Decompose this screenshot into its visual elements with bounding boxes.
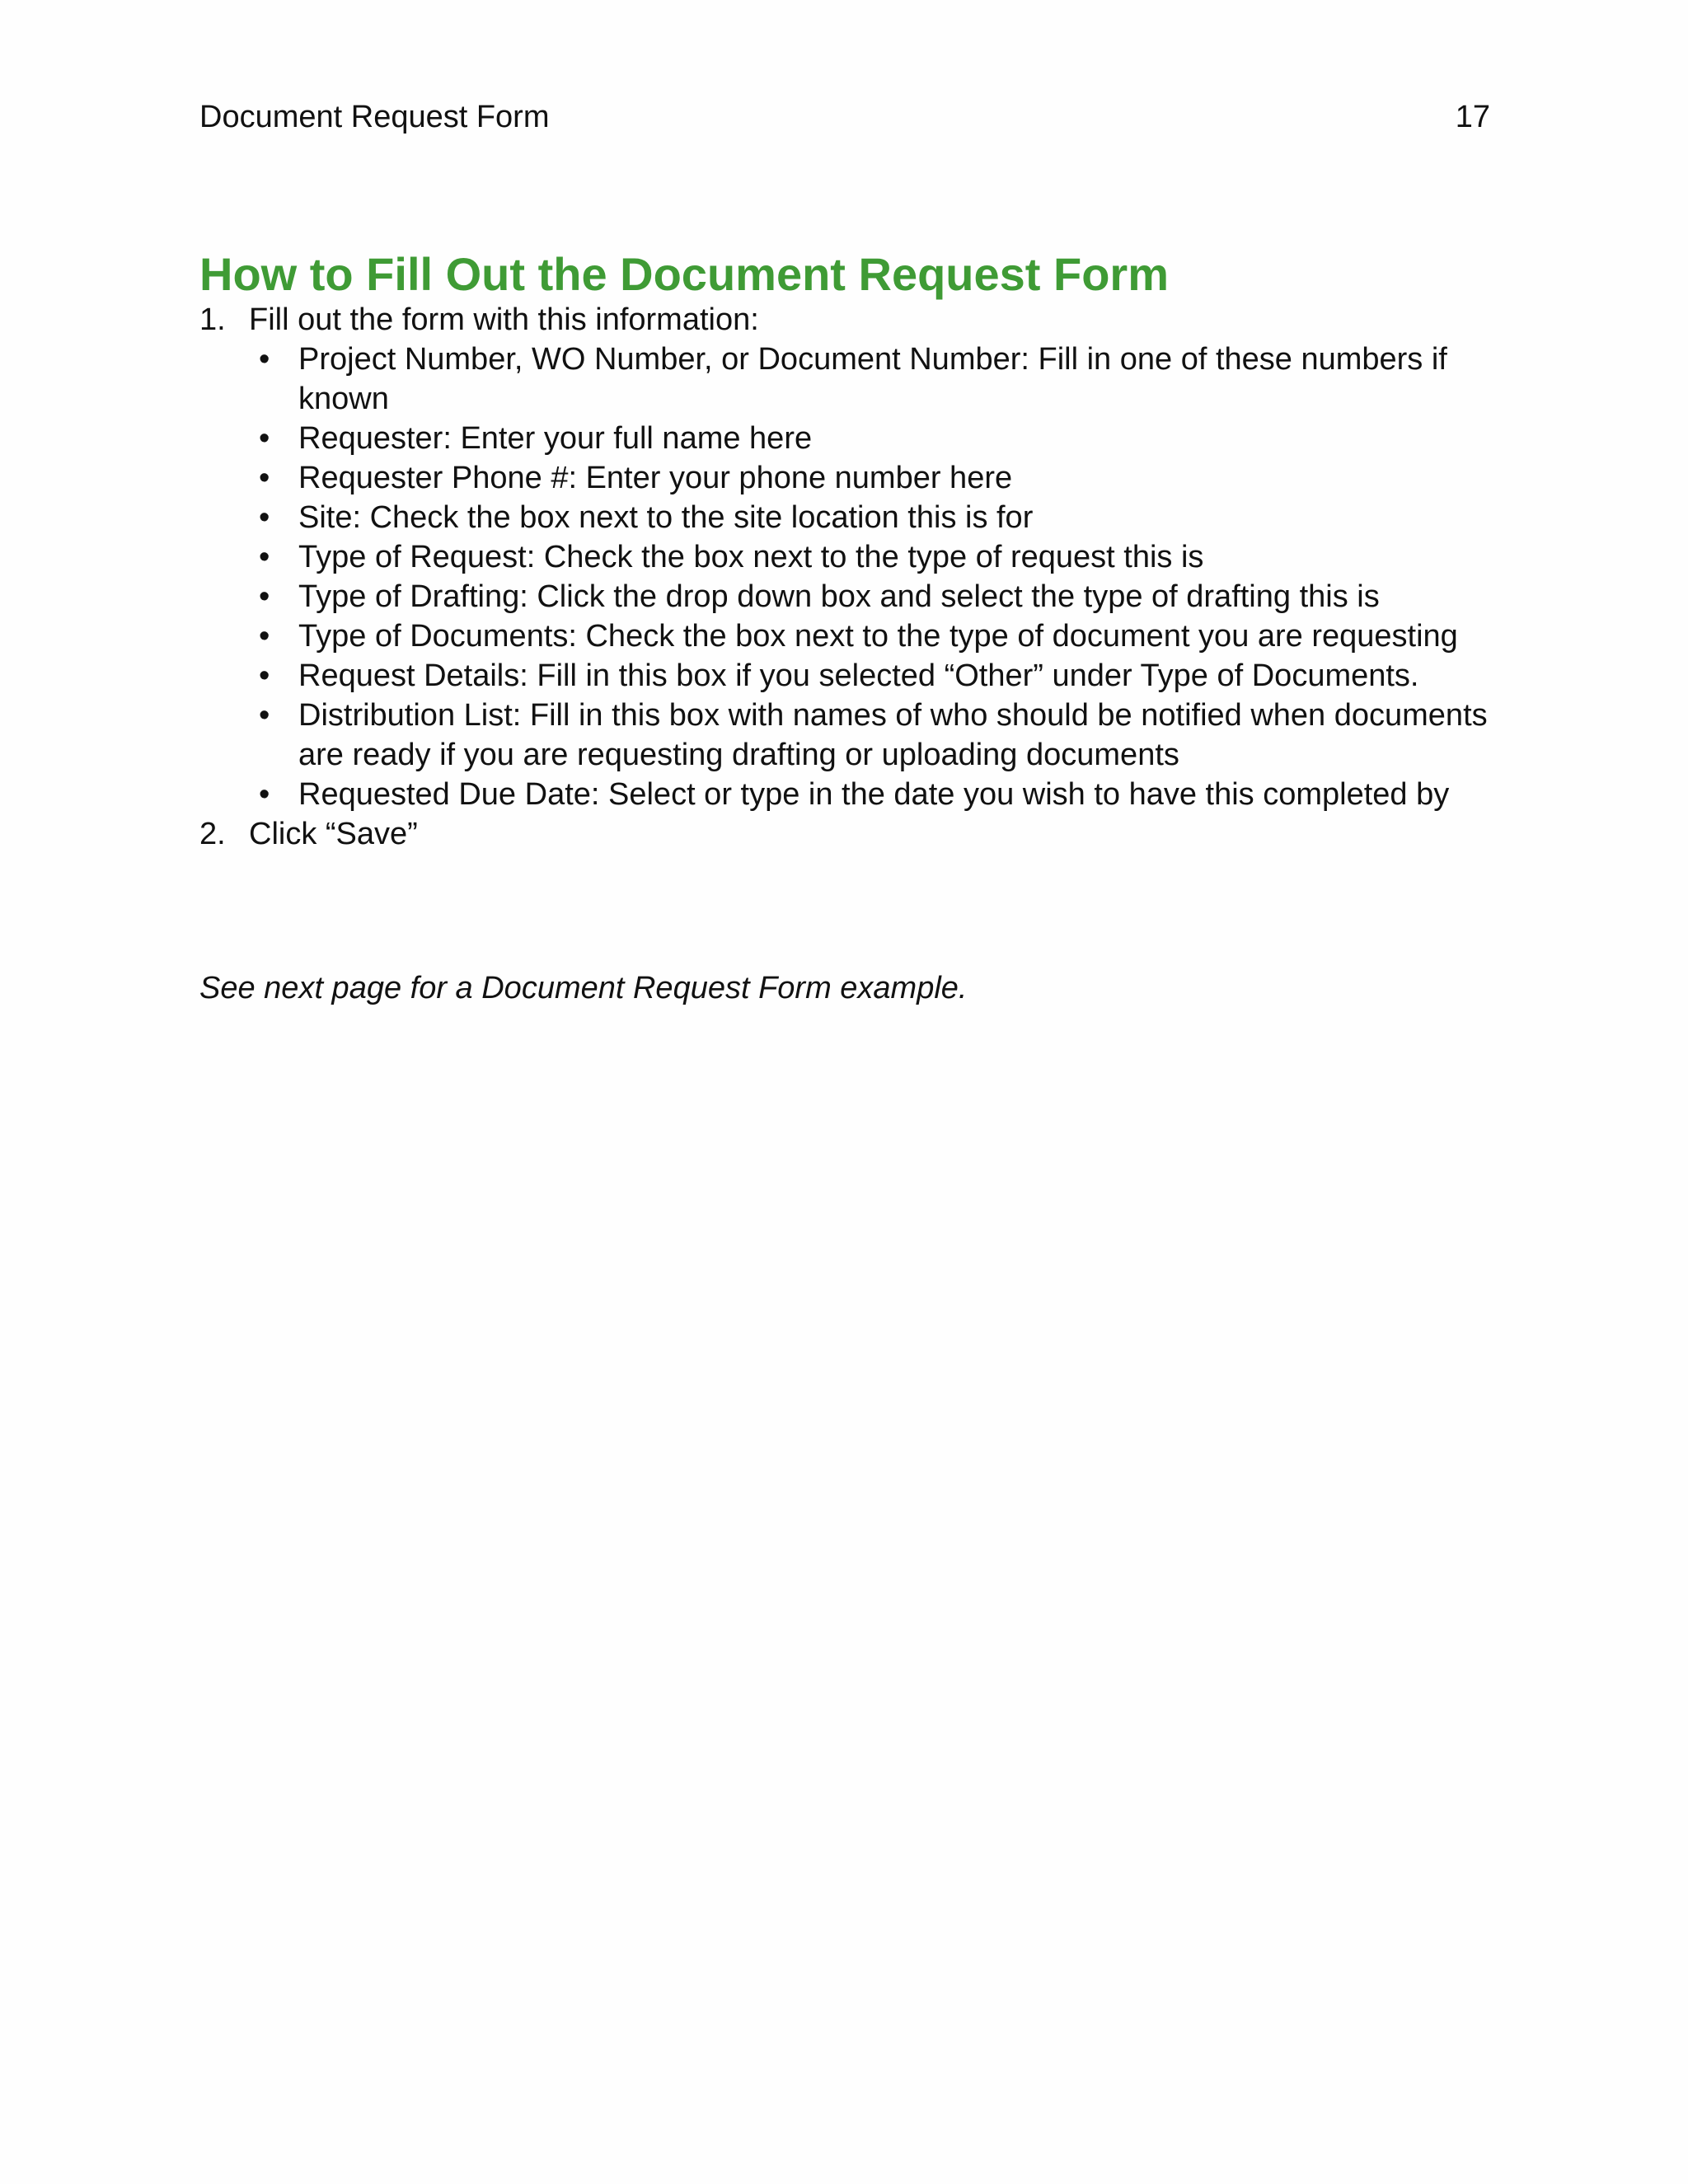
list-item-text: Request Details: Fill in this box if you selected “Other” under Type of Documents. bbox=[298, 658, 1419, 693]
bullet-icon: • bbox=[259, 777, 270, 812]
step-number: 2. bbox=[199, 817, 226, 851]
list-item bbox=[249, 419, 1510, 458]
next-page-note: See next page for a Document Request Form example. bbox=[199, 971, 968, 1005]
list-item-text: Type of Documents: Check the box next to the type of document you are requesting bbox=[298, 619, 1458, 654]
bullet-icon: • bbox=[259, 342, 270, 377]
bullet-icon: • bbox=[259, 579, 270, 614]
list-item-text: Type of Drafting: Click the drop down box and select the type of drafting this is bbox=[298, 579, 1380, 614]
list-item bbox=[249, 656, 1510, 696]
list-item bbox=[249, 775, 1510, 814]
list-item-text: Requested Due Date: Select or type in the date you wish to have this completed by bbox=[298, 777, 1450, 812]
list-item bbox=[249, 498, 1510, 537]
list-item-text: Requester Phone #: Enter your phone number here bbox=[298, 461, 1013, 495]
step-number: 1. bbox=[199, 302, 226, 337]
bullet-icon: • bbox=[259, 619, 270, 654]
bullet-icon: • bbox=[259, 500, 270, 535]
list-item bbox=[249, 537, 1510, 577]
list-item-text: Distribution List: Fill in this box with names of who should be notified when documents are ready if you are requesting drafting or uploading documents bbox=[298, 698, 1488, 772]
bullet-icon: • bbox=[259, 421, 270, 456]
list-item-text: Project Number, WO Number, or Document Number: Fill in one of these numbers if known bbox=[298, 342, 1447, 416]
page-number: 17 bbox=[1455, 100, 1490, 134]
running-header bbox=[199, 97, 1490, 137]
list-item bbox=[249, 696, 1510, 775]
list-item-text: Site: Check the box next to the site location this is for bbox=[298, 500, 1034, 535]
bullet-icon: • bbox=[259, 540, 270, 574]
bullet-icon: • bbox=[259, 658, 270, 693]
header-title: Document Request Form bbox=[199, 100, 550, 134]
section-heading: How to Fill Out the Document Request Form bbox=[199, 248, 1169, 300]
instruction-steps bbox=[199, 300, 1510, 854]
list-item-text: Type of Request: Check the box next to the type of request this is bbox=[298, 540, 1204, 574]
bullet-icon: • bbox=[259, 461, 270, 495]
list-item bbox=[249, 616, 1510, 656]
list-item-text: Requester: Enter your full name here bbox=[298, 421, 813, 456]
bullet-icon: • bbox=[259, 698, 270, 733]
list-item bbox=[249, 577, 1510, 616]
field-instructions-list bbox=[249, 340, 1510, 814]
step-text: Fill out the form with this information: bbox=[249, 302, 759, 337]
step-2 bbox=[199, 814, 1510, 854]
step-1 bbox=[199, 300, 1510, 814]
list-item bbox=[249, 340, 1510, 419]
list-item bbox=[249, 458, 1510, 498]
step-text: Click “Save” bbox=[249, 817, 418, 851]
